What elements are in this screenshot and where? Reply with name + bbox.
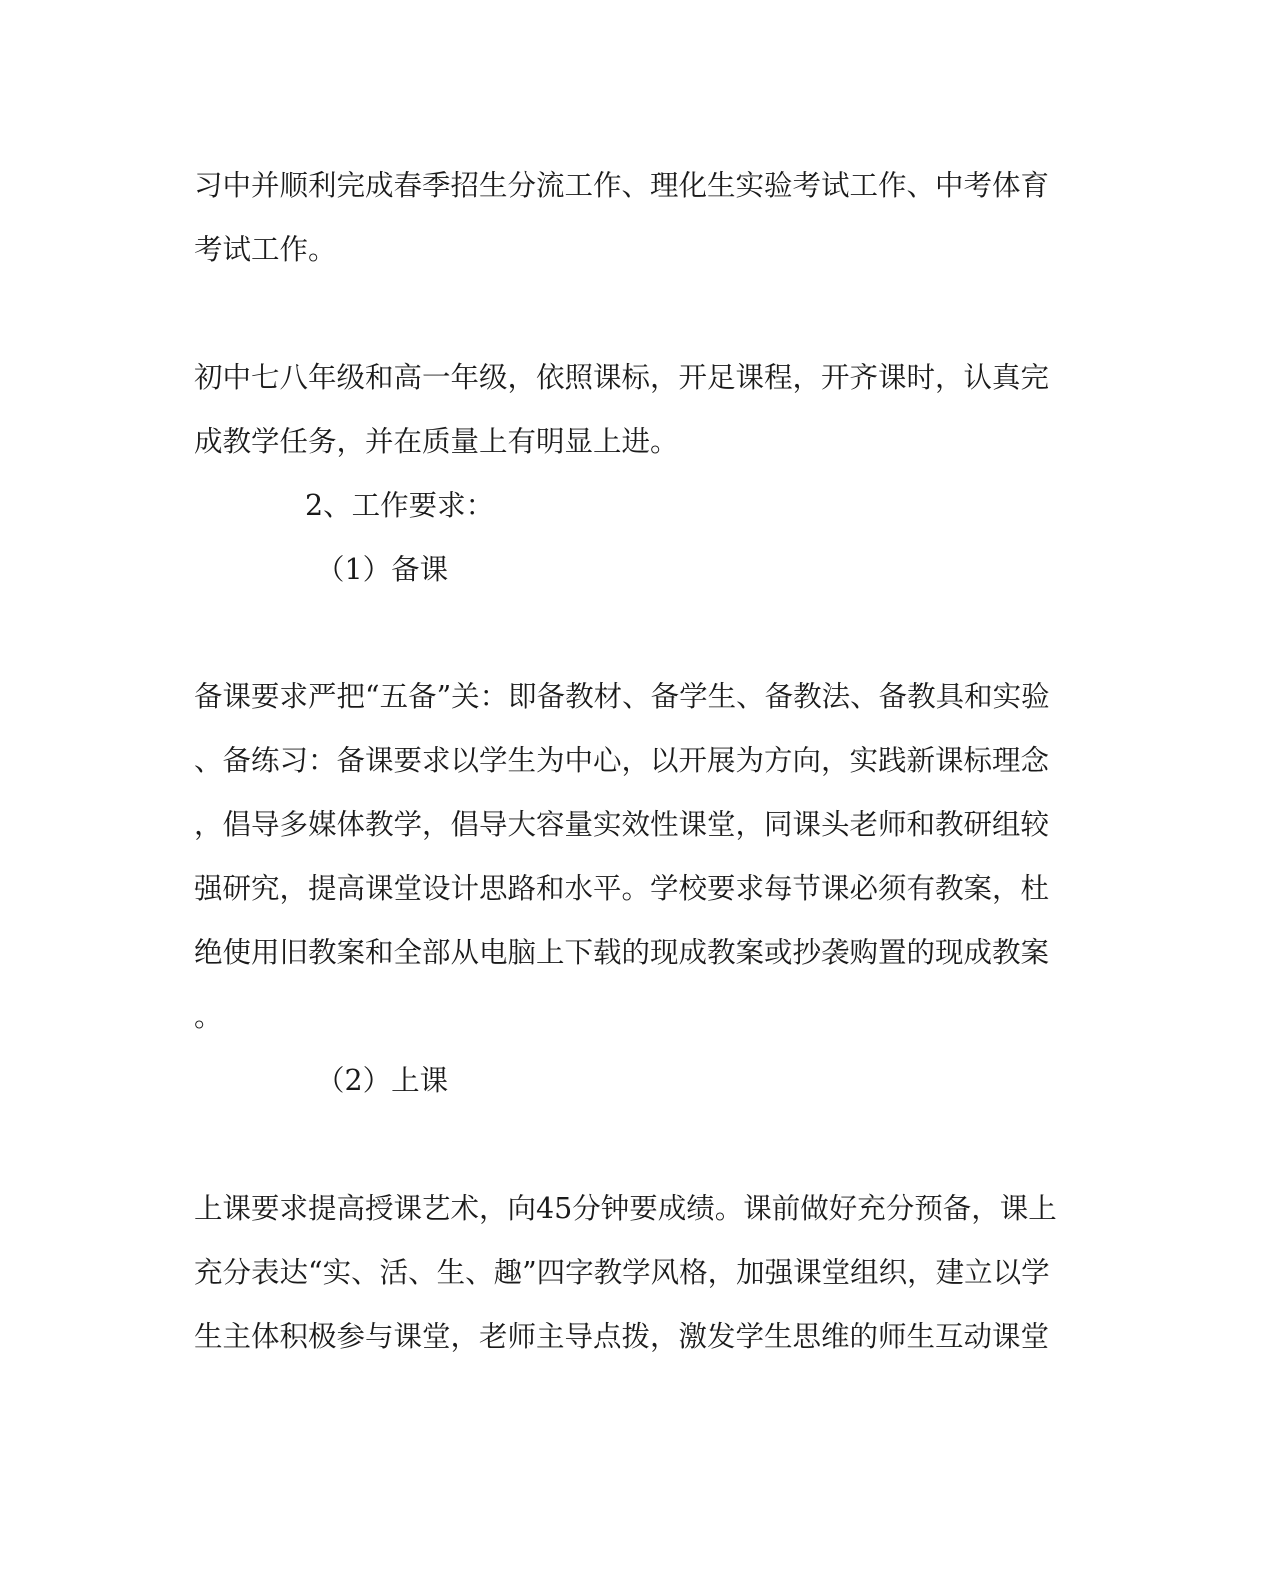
paragraph-3-line-5: 绝使用旧教案和全部从电脑上下载的现成教案或抄袭购置的现成教案 [194, 936, 1050, 969]
paragraph-1-line-1: 习中并顺利完成春季招生分流工作、理化生实验考试工作、中考体育 [194, 169, 1050, 202]
paragraph-3-line-2: 、备练习：备课要求以学生为中心，以开展为方向，实践新课标理念 [194, 744, 1050, 777]
paragraph-4-line-2: 充分表达“实、活、生、趣”四字教学风格，加强课堂组织，建立以学 [194, 1256, 1050, 1289]
section-heading-work-requirements: 2、工作要求： [305, 489, 495, 522]
paragraph-1-line-2: 考试工作。 [194, 233, 337, 266]
paragraph-3-line-4: 强研究，提高课堂设计思路和水平。学校要求每节课必须有教案，杜 [194, 872, 1050, 905]
subheading-lesson-preparation: （1）备课 [316, 553, 449, 586]
subheading-teaching: （2）上课 [316, 1064, 449, 1097]
paragraph-3-line-6: 。 [194, 1000, 223, 1033]
paragraph-2-line-2: 成教学任务，并在质量上有明显上进。 [194, 425, 679, 458]
paragraph-3-line-1: 备课要求严把“五备”关：即备教材、备学生、备教法、备教具和实验 [194, 680, 1050, 713]
paragraph-3-line-3: ，倡导多媒体教学，倡导大容量实效性课堂，同课头老师和教研组较 [194, 808, 1050, 841]
paragraph-2-line-1: 初中七八年级和高一年级，依照课标，开足课程，开齐课时，认真完 [194, 361, 1050, 394]
paragraph-4-line-1: 上课要求提高授课艺术，向45分钟要成绩。课前做好充分预备，课上 [194, 1192, 1057, 1225]
paragraph-4-line-3: 生主体积极参与课堂，老师主导点拨，激发学生思维的师生互动课堂 [194, 1320, 1050, 1353]
